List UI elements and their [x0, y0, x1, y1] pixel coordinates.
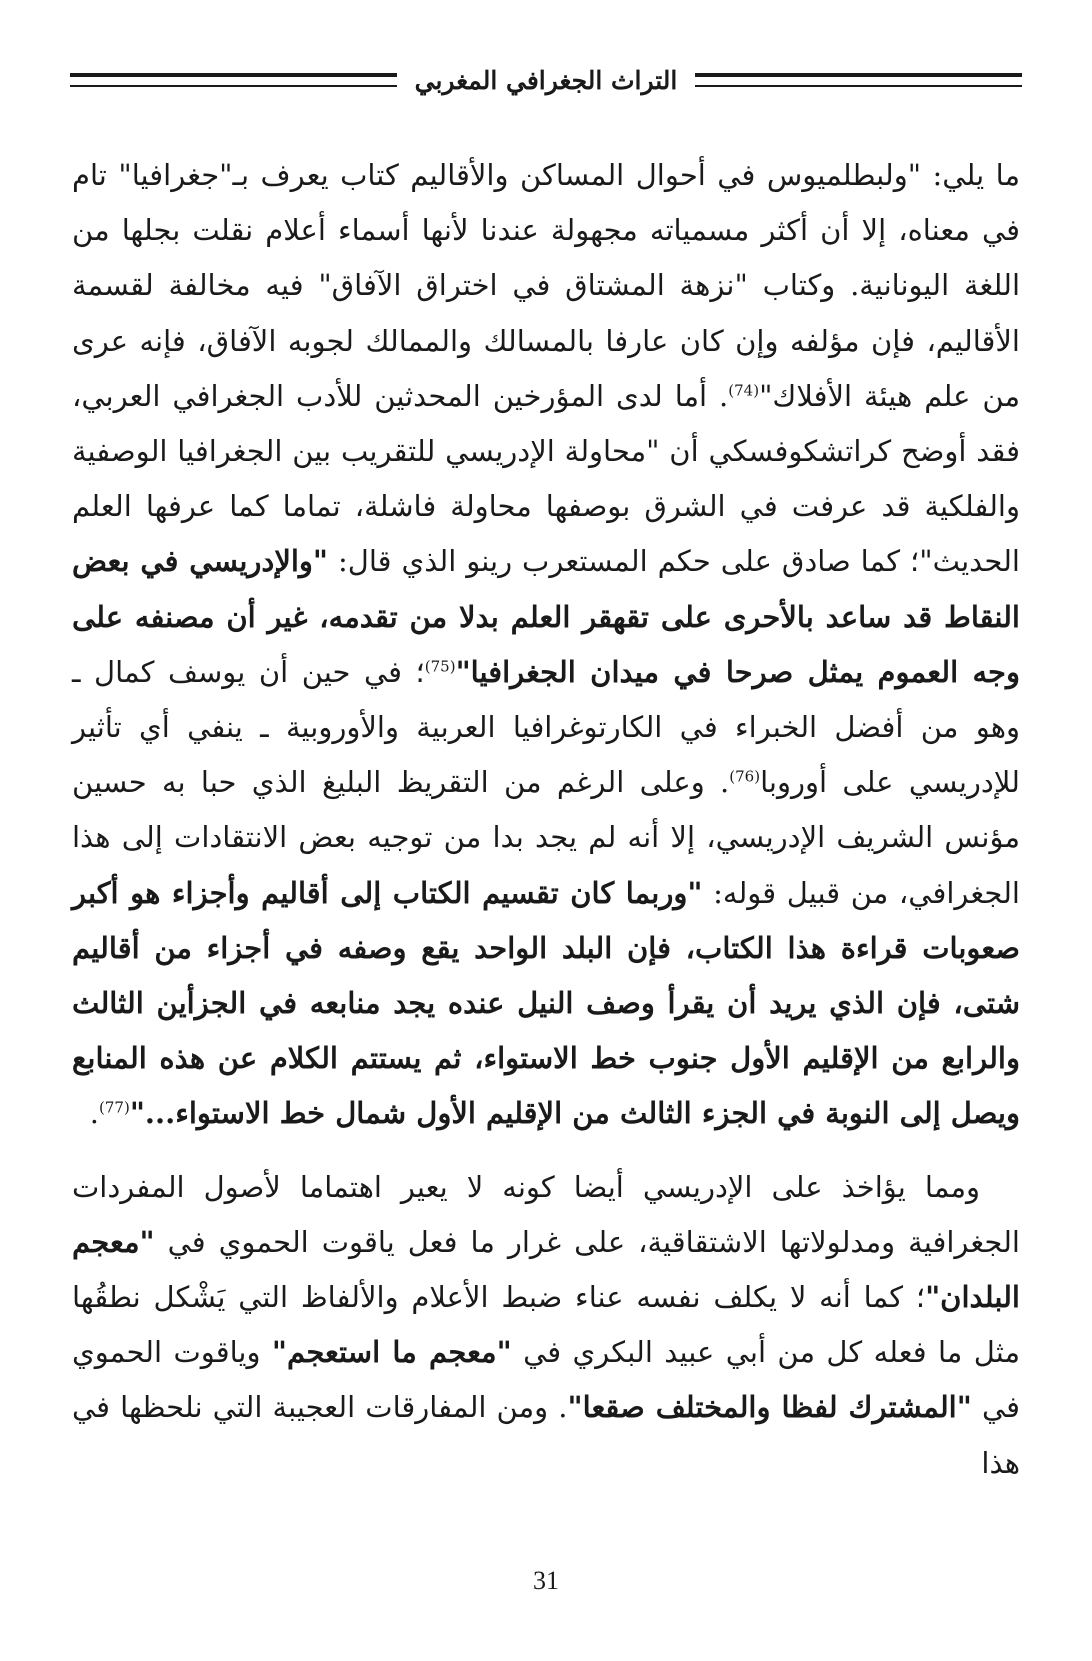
text-run: ومما يؤاخذ على الإدريسي أيضا كونه لا يعير اهتماما لأصول المفردات الجغرافية ومدلولاتها الاشتقاقية، على غرار ما فعل ياقوت الحموي في: [72, 1169, 1020, 1259]
paragraph-1: [72, 148, 1020, 1142]
text-run: ؛ في حين أن يوسف كمال ـ وهو من أفضل الخبراء في الكارتوغرافيا العربية والأوروبية ـ ينفي أي تأثير للإدريسي على أوروبا: [72, 654, 1020, 800]
footnote-ref-75: (75): [424, 657, 456, 676]
body-text: [72, 148, 1020, 1491]
running-header: [70, 60, 1022, 100]
text-run: ؛ كما أنه لا يكلف نفسه عناء ضبط الأعلام والألفاظ التي يَشْكل نطقُها مثل ما فعله كل من أبي عبيد البكري في: [72, 1280, 1020, 1370]
paragraph-2: [72, 1160, 1020, 1491]
header-rule-right: [695, 73, 1022, 87]
bold-title: "المشترك لفظا والمختلف صقعا": [567, 1390, 972, 1425]
running-header-title: التراث الجغرافي المغربي: [414, 65, 678, 95]
footnote-ref-76: (76): [729, 767, 761, 786]
bold-title: "معجم البلدان": [72, 1224, 1020, 1315]
bold-quote: "وربما كان تقسيم الكتاب إلى أقاليم وأجزاء هو أكبر صعوبات قراءة هذا الكتاب، فإن البلد الواحد يقع وصفه في أجزاء من أقاليم شتى، فإن الذي يريد أن يقرأ وصف النيل عنده يجد منابعه في الجزأين الثالث والرابع من الإقليم الأول جنوب خط الاستواء، ثم يستتم الكلام عن هذه المنابع ويصل إلى النوبة في الجزء الثالث من الإقليم الأول شمال خط الاستواء...": [72, 875, 1020, 1131]
text-run: . ومن المفارقات العجيبة التي نلحظها في هذا: [72, 1390, 1020, 1480]
page-number: 31: [533, 1566, 559, 1595]
footnote-ref-77: (77): [99, 1098, 130, 1117]
bold-quote: "والإدريسي في بعض النقاط قد ساعد بالأحرى على تقهقر العلم بدلا من تقدمه، غير أن مصنفه على وجه العموم يمثل صرحا في ميدان الجغرافيا": [72, 544, 1020, 689]
text-run: . أما لدى المؤرخين المحدثين للأدب الجغرافي العربي، فقد أوضح كراتشكوفسكي أن "محاولة الإدريسي للتقريب بين الجغرافيا الوصفية والفلكية قد عرفت في الشرق بوصفها محاولة فاشلة، تماما كما عرفها العلم الحديث"؛ كما صادق على حكم المستعرب رينو الذي قال:: [72, 378, 1020, 579]
text-run: . وعلى الرغم من التقريظ البليغ الذي حبا به حسين مؤنس الشريف الإدريسي، إلا أنه لم يجد بدا من توجيه بعض الانتقادات إلى هذا الجغرافي، من قبيل قوله:: [72, 765, 1020, 910]
text-run: ما يلي: "ولبطلميوس في أحوال المساكن والأقاليم كتاب يعرف بـ"جغرافيا" تام في معناه، إلا أن أكثر مسمياته مجهولة عندنا لأنها أسماء أعلام نقلت بجلها من اللغة اليونانية. وكتاب "نزهة المشتاق في اختراق الآفاق" فيه مخالفة لقسمة الأقاليم، فإن مؤلفه وإن كان عارفا بالمسالك والممالك لجوبه الآفاق، فإنه عرى من علم هيئة الأفلاك": [72, 158, 1020, 413]
footnote-ref-74: (74): [728, 381, 760, 400]
header-rule-left: [70, 73, 397, 87]
bold-title: "معجم ما استعجم": [271, 1335, 512, 1370]
text-run: وياقوت الحموي في: [72, 1335, 1020, 1425]
text-run: .: [89, 1096, 100, 1131]
